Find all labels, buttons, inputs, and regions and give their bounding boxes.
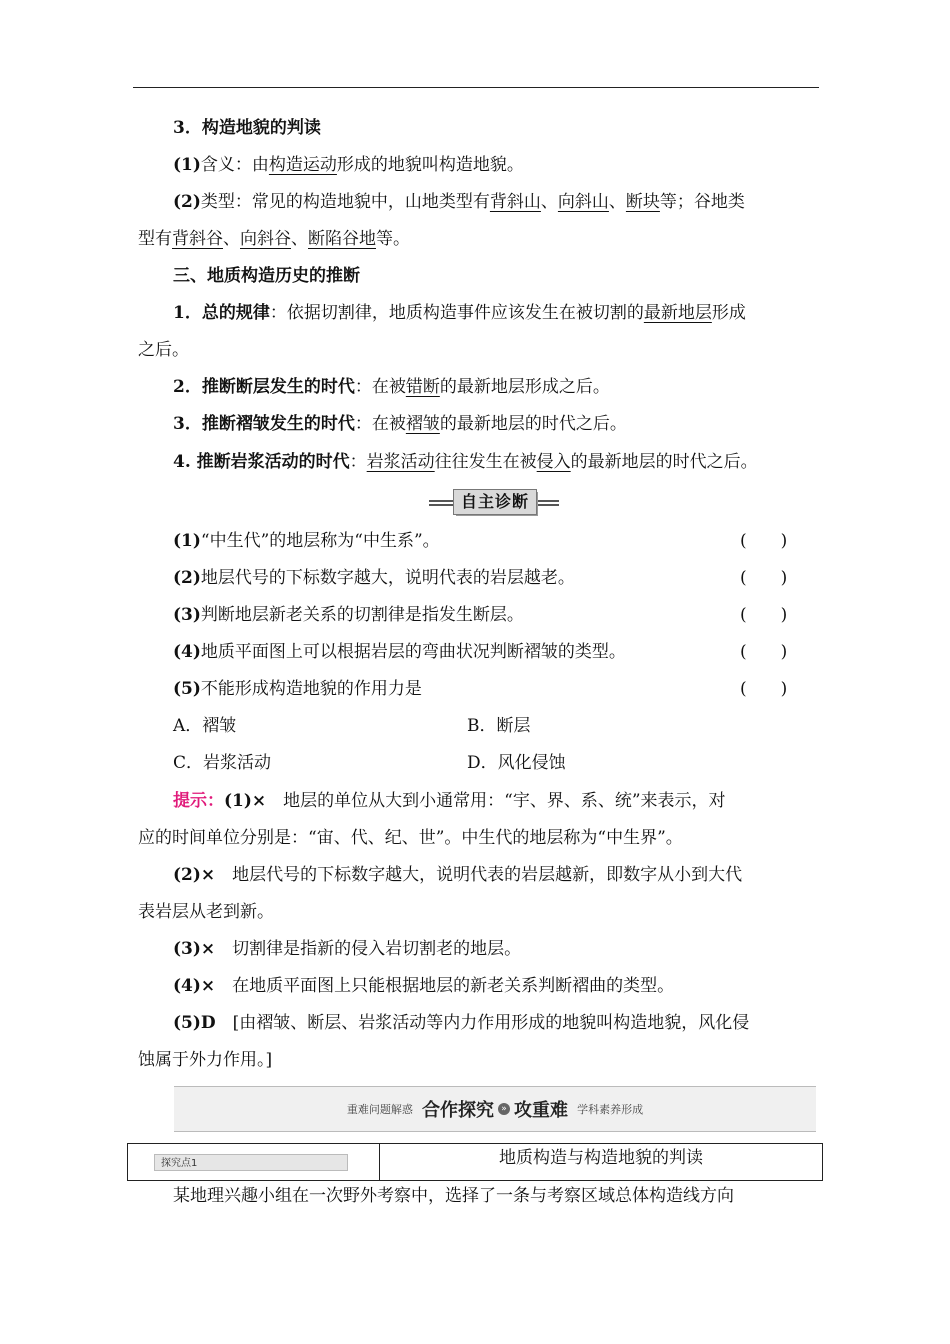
heading-history-inference: 三、地质构造历史的推断: [173, 266, 360, 286]
answer-blank-5: ( ): [740, 679, 788, 699]
types-line-1: (2)类型：常见的构造地貌中，山地类型有背斜山、向斜山、断块等；谷地类: [173, 192, 745, 212]
hint-1-line-2: 应的时间单位分别是：“宙、代、纪、世”。中生代的地层称为“中生界”。: [138, 828, 683, 848]
rule-4: 4. 推断岩浆活动的时代：岩浆活动往往发生在被侵入的最新地层的时代之后。: [173, 452, 758, 472]
hint-5-line-2: 蚀属于外力作用。]: [138, 1050, 273, 1070]
topic-tag-cell: [128, 1144, 380, 1180]
question-4: (4)地质平面图上可以根据岩层的弯曲状况判断褶皱的类型。: [173, 642, 626, 662]
section-subtitle-left: 重难问题解惑: [346, 1103, 413, 1116]
answer-blank-3: ( ): [740, 605, 788, 625]
section-subtitle-right: 学科素养形成: [577, 1103, 644, 1116]
heading-tectonic-landform: 3．构造地貌的判读: [173, 118, 321, 138]
section-title-a: 合作探究: [422, 1100, 494, 1121]
rule-2: 2．推断断层发生的时代：在被错断的最新地层形成之后。: [173, 377, 610, 397]
section-title-b: 攻重难: [514, 1100, 568, 1121]
hint-5-line-1: (5)D [由褶皱、断层、岩浆活动等内力作用形成的地貌叫构造地貌，风化侵: [173, 1013, 750, 1033]
hint-4: (4)× 在地质平面图上只能根据地层的新老关系判断褶曲的类型。: [173, 976, 675, 996]
types-line-2: 型有背斜谷、向斜谷、断陷谷地等。: [138, 229, 410, 249]
question-3: (3)判断地层新老关系的切割律是指发生断层。: [173, 605, 524, 625]
section-banner-content: [174, 1096, 816, 1122]
option-b: B．断层: [467, 716, 531, 736]
answer-blank-1: ( ): [740, 531, 788, 551]
section-banner: [174, 1086, 816, 1132]
option-d: D．风化侵蚀: [467, 753, 566, 773]
rule-1-line-1: 1．总的规律：依据切割律，地质构造事件应该发生在被切割的最新地层形成: [173, 303, 746, 323]
self-diagnosis-banner: [429, 487, 559, 517]
intro-paragraph: 某地理兴趣小组在一次野外考察中，选择了一条与考察区域总体构造线方向: [173, 1186, 734, 1206]
topic-title: 地质构造与构造地貌的判读: [499, 1148, 703, 1168]
header-rule: [133, 87, 819, 88]
question-2: (2)地层代号的下标数字越大，说明代表的岩层越老。: [173, 568, 575, 588]
hint-2-line-1: (2)× 地层代号的下标数字越大，说明代表的岩层越新，即数字从小到大代: [173, 865, 743, 885]
question-1: (1)“中生代”的地层称为“中生系”。: [173, 531, 440, 551]
hint-1-line-1: 提示：(1)× 地层的单位从大到小通常用：“宇、界、系、统”来表示，对: [173, 791, 726, 811]
rule-1-line-2: 之后。: [138, 340, 189, 360]
hint-2-line-2: 表岩层从老到新。: [138, 902, 274, 922]
topic-tag: 探究点1: [154, 1154, 348, 1171]
question-5: (5)不能形成构造地貌的作用力是: [173, 679, 422, 699]
option-a: A．褶皱: [173, 716, 237, 736]
hint-3: (3)× 切割律是指新的侵入岩切割老的地层。: [173, 939, 522, 959]
answer-blank-2: ( ): [740, 568, 788, 588]
answer-blank-4: ( ): [740, 642, 788, 662]
banner-label: 自主诊断: [453, 489, 537, 515]
topic-table: [127, 1143, 823, 1181]
double-arrow-icon: »: [498, 1103, 510, 1115]
rule-3: 3．推断褶皱发生的时代：在被褶皱的最新地层的时代之后。: [173, 414, 627, 434]
definition-line: (1)含义：由构造运动形成的地貌叫构造地貌。: [173, 155, 524, 175]
option-c: C．岩浆活动: [173, 753, 272, 773]
